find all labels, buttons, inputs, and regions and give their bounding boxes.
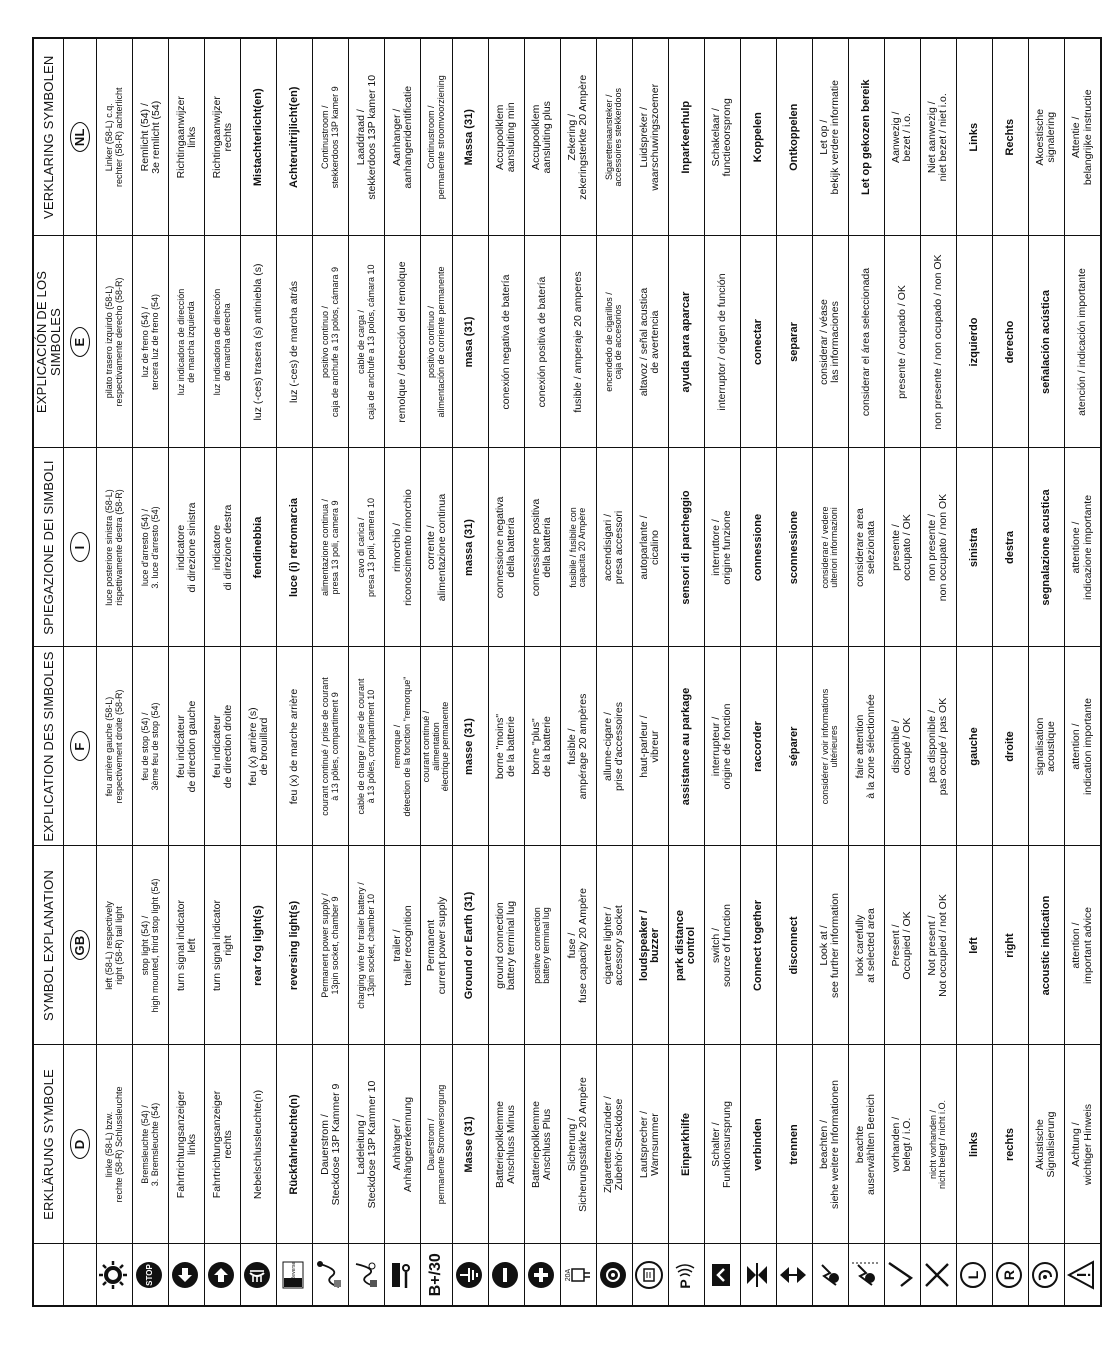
cell-gb: charging wire for trailer battery / 13pin socket, chamber 10 [349, 846, 385, 1045]
cell-it: luce (i) retromarcia [277, 448, 313, 647]
cell-es: masa (31) [452, 236, 488, 448]
svg-text:R: R [1000, 1269, 1017, 1280]
cell-fr: remorque / détection de la fonction "remorque" [385, 647, 421, 846]
look-at-icon [814, 1258, 844, 1292]
cell-gb: right [992, 846, 1028, 1045]
b30-symbol: B+/30 [427, 1253, 445, 1297]
cell-fr: disponible / occupé / OK [884, 647, 920, 846]
symbol-cell [349, 1244, 385, 1306]
symbol-cell [884, 1244, 920, 1306]
header-row [33, 38, 64, 1306]
symbol-cell [740, 1244, 776, 1306]
cell-gb: loudspeaker / buzzer [632, 846, 668, 1045]
cell-gb: look carefully at selected area [848, 846, 884, 1045]
cell-gb: switch / source of function [704, 846, 740, 1045]
cell-fr: haut-parleur / vibreur [632, 647, 668, 846]
cell-nl: Luidspreker / waarschuwingszoemer [632, 38, 668, 236]
cell-nl: Let op gekozen bereik [848, 38, 884, 236]
symbol-cell [560, 1244, 596, 1306]
cell-fr: interrupteur / origine de fonction [704, 647, 740, 846]
cell-es: señalación acústica [1028, 236, 1064, 448]
cell-de: trennen [776, 1045, 812, 1244]
reverse-light-icon [278, 1258, 308, 1292]
cell-de: Lautsprecher / Warnsummer [632, 1045, 668, 1244]
cell-nl: Accupoolklem aansluiting min [488, 38, 524, 236]
cell-es: separar [776, 236, 812, 448]
cell-nl: Linker (58-L) c.q. rechter (58-R) achterlicht [97, 38, 133, 236]
cell-gb: trailer / trailer recognition [385, 846, 421, 1045]
cell-nl: Mistachterlicht(en) [241, 38, 277, 236]
cell-nl: Links [956, 38, 992, 236]
symbol-cell [488, 1244, 524, 1306]
cell-fr: pas disponible / pas occupé / pas OK [920, 647, 956, 846]
cell-nl: Laaddraad / stekkerdoos 13P kamer 10 [349, 38, 385, 236]
cell-gb: disconnect [776, 846, 812, 1045]
header-es: EXPLICACIÓN DE LOS SIMBOLES [33, 236, 64, 448]
cell-gb: cigarette lighter / accessory socket [596, 846, 632, 1045]
buzzer-icon [634, 1258, 664, 1292]
country-code-gb: GB [70, 931, 90, 961]
cell-gb: rear fog light(s) [241, 846, 277, 1045]
symbol-cell [241, 1244, 277, 1306]
country-code-nl: NL [70, 122, 90, 152]
cell-es: pilato trasero izquirdo (58-L) respectivamente derecho (58-R) [97, 236, 133, 448]
fog-light-icon [242, 1258, 272, 1292]
minus-icon [490, 1258, 520, 1292]
header-de: ERKLÄRUNG SYMBOLE [33, 1045, 64, 1244]
table-row [812, 38, 848, 1306]
table-row [1028, 38, 1064, 1306]
cell-es: positivo continuo / alimentación de corriente permanente [421, 236, 452, 448]
cell-nl: Let op / bekijk verdere informatie [812, 38, 848, 236]
table-row [992, 38, 1028, 1306]
cell-it: destra [992, 448, 1028, 647]
cell-de: Akustische Signalisierung [1028, 1045, 1064, 1244]
acoustic-icon [1030, 1258, 1060, 1292]
cell-gb: turn signal indicator right [205, 846, 241, 1045]
cell-es: derecho [992, 236, 1028, 448]
symbol-cell [97, 1244, 133, 1306]
cell-nl: Continustroom / stekkerdoos 13P kamer 9 [313, 38, 349, 236]
table-row [97, 38, 133, 1306]
country-code-de: D [70, 1130, 90, 1160]
cell-nl: Remlicht (54) / 3e remlicht (54) [133, 38, 169, 236]
cell-fr: attention / indication importante [1065, 647, 1102, 846]
cell-it: indicatore di direzione sinistra [169, 448, 205, 647]
cell-fr: feu de stop (54) / 3ème feu de stop (54) [133, 647, 169, 846]
symbol-cell [704, 1244, 740, 1306]
cell-gb: stop light (54) / high mounted, third stop light (54) [133, 846, 169, 1045]
cell-es: positivo continuo / caja de anchufe a 13 polos, cámara 9 [313, 236, 349, 448]
cell-de: verbinden [740, 1045, 776, 1244]
code-blank [64, 1244, 97, 1306]
cell-it: corrente / alimentazione continua [421, 448, 452, 647]
cell-gb: left [956, 846, 992, 1045]
cell-de: Batteriepolklemme Anschluss Plus [524, 1045, 560, 1244]
header-nl: VERKLARING SYMBOLEN [33, 38, 64, 236]
symbol-cell [812, 1244, 848, 1306]
cell-nl: Aanwezig / bezet / i.o. [884, 38, 920, 236]
cell-fr: droite [992, 647, 1028, 846]
cell-nl: Attentie / belangrijke instructie [1065, 38, 1102, 236]
cell-it: interruttore / origine funzione [704, 448, 740, 647]
trailer-icon [386, 1258, 416, 1292]
cell-es: considerar el área seleccionada [848, 236, 884, 448]
cell-fr: considérer / voir informations ultérieures [812, 647, 848, 846]
table-row [956, 38, 992, 1306]
cell-fr: borne "moins" de la batterie [488, 647, 524, 846]
cell-fr: raccorder [740, 647, 776, 846]
cell-fr: allume-cigare / prise d'accessoires [596, 647, 632, 846]
turn-left-icon [170, 1258, 200, 1292]
cell-de: Rückfahrleuchte(n) [277, 1045, 313, 1244]
cross-icon [922, 1258, 952, 1292]
cell-es: presente / ocupado / OK [884, 236, 920, 448]
table-row [241, 38, 277, 1306]
symbol-cell [1028, 1244, 1064, 1306]
cell-de: rechts [992, 1045, 1028, 1244]
cell-gb: Permanent power supply / 13pin socket, chamber 9 [313, 846, 349, 1045]
cell-es: altavoz / señal acustica de avertencia [632, 236, 668, 448]
cell-fr: courant continué / prise de courant à 13 pôles, compartiment 9 [313, 647, 349, 846]
cell-de: Nebelschlussleuchte(n) [241, 1045, 277, 1244]
symbol-cell [421, 1244, 452, 1306]
table-row [524, 38, 560, 1306]
cell-es: conectar [740, 236, 776, 448]
symbol-table [32, 37, 1102, 1307]
cell-gb: ground connection battery terminal lug [488, 846, 524, 1045]
cell-it: sinistra [956, 448, 992, 647]
disconnect-icon [778, 1258, 808, 1292]
cell-es: considerar / véase las informaciones [812, 236, 848, 448]
cell-es: non presente / non ocupado / non OK [920, 236, 956, 448]
cell-gb: Ground or Earth (31) [452, 846, 488, 1045]
cell-fr: assistance au parkage [668, 647, 704, 846]
cell-it: sensori di parcheggio [668, 448, 704, 647]
table-row [169, 38, 205, 1306]
table-row [848, 38, 884, 1306]
charging-wire-icon [350, 1258, 380, 1292]
cell-it: sconnessione [776, 448, 812, 647]
country-code-i: I [70, 533, 90, 563]
cell-fr: feu (x) arrière (s) de brouillard [241, 647, 277, 846]
cell-fr: masse (31) [452, 647, 488, 846]
cell-de: vorhanden / belegt / i.O. [884, 1045, 920, 1244]
cell-it: luce posteriore sinistra (58-L) rispettivamente destra (58-R) [97, 448, 133, 647]
cell-de: Masse (31) [452, 1045, 488, 1244]
cell-es: encendedo de cigarillos / caja de accesorios [596, 236, 632, 448]
table-row [776, 38, 812, 1306]
header-blank [33, 1244, 64, 1306]
cell-es: conexión positiva de batería [524, 236, 560, 448]
right-r-icon [994, 1258, 1024, 1292]
cell-fr: feu indicateur de direction droite [205, 647, 241, 846]
symbol-cell [668, 1244, 704, 1306]
cell-nl: Akoestische signalering [1028, 38, 1064, 236]
cell-de: Fahrtrichtungsanzeiger links [169, 1045, 205, 1244]
cell-fr: borne "plus" de la batterie [524, 647, 560, 846]
symbol-cell [1065, 1244, 1102, 1306]
cell-it: fusibile / fusibile con capacita 20 Ampère [560, 448, 596, 647]
cell-de: nicht vorhanden / nicht belegt / nicht i.O. [920, 1045, 956, 1244]
cell-fr: feu indicateur de direction gauche [169, 647, 205, 846]
cell-es: remolque / detección del remolque [385, 236, 421, 448]
cell-gb: attention / important advice [1065, 846, 1102, 1045]
cell-nl: Massa (31) [452, 38, 488, 236]
cell-nl: Rechts [992, 38, 1028, 236]
cell-fr: fusible / ampérage 20 ampères [560, 647, 596, 846]
turn-right-icon [206, 1258, 236, 1292]
svg-text:L: L [964, 1270, 981, 1280]
cell-es: ayuda para aparcar [668, 236, 704, 448]
cell-es: luz (-ces) de marcha atrás [277, 236, 313, 448]
check-icon [886, 1258, 916, 1292]
symbol-cell [632, 1244, 668, 1306]
cell-nl: Zekering / zekeringsterkte 20 Ampère [560, 38, 596, 236]
symbol-cell [313, 1244, 349, 1306]
cell-gb: turn signal indicator left [169, 846, 205, 1045]
cell-it: accendisigari / presa accessori [596, 448, 632, 647]
cell-es: izquierdo [956, 236, 992, 448]
cell-it: presente / occupato / OK [884, 448, 920, 647]
cell-gb: Present / Occupied / OK [884, 846, 920, 1045]
symbol-cell [920, 1244, 956, 1306]
cell-gb: park distance control [668, 846, 704, 1045]
cell-de: Bremsleuchte (54) / 3. Bremsleuchte (54) [133, 1045, 169, 1244]
table-row [488, 38, 524, 1306]
cell-de: Schalter / Funktionsursprung [704, 1045, 740, 1244]
cell-nl: Schakelaar / functieoorsprong [704, 38, 740, 236]
plus-icon [526, 1258, 556, 1292]
symbol-cell [524, 1244, 560, 1306]
symbol-cell [596, 1244, 632, 1306]
table-row [884, 38, 920, 1306]
table-row [421, 38, 452, 1306]
cell-de: Anhänger / Anhängererkennung [385, 1045, 421, 1244]
cell-nl: Richtingaanwijzer rechts [205, 38, 241, 236]
cell-it: segnalazione acustica [1028, 448, 1064, 647]
symbol-cell [205, 1244, 241, 1306]
permanent-power-icon [314, 1258, 344, 1292]
table-row [133, 38, 169, 1306]
table-row [704, 38, 740, 1306]
cell-gb: left (58-L) respectively right (58-R) tail light [97, 846, 133, 1045]
cell-it: fendinebbia [241, 448, 277, 647]
cell-es: interruptor / origen de función [704, 236, 740, 448]
cell-it: luce d'arresto (54) / 3. luce d'arresto (54) [133, 448, 169, 647]
symbol-cell [992, 1244, 1028, 1306]
svg-text:P: P [676, 1279, 693, 1289]
cell-es: luz indicadora de dirección de marcha derecha [205, 236, 241, 448]
cell-de: linke (58-L) bzw. rechte (58-R) Schlussleuchte [97, 1045, 133, 1244]
cell-de: Batteriepolklemme Anschluss Minus [488, 1045, 524, 1244]
cell-gb: acoustic indication [1028, 846, 1064, 1045]
country-code-e: E [70, 327, 90, 357]
park-assist-icon [670, 1258, 700, 1292]
cell-it: connessione negativa della batteria [488, 448, 524, 647]
cell-es: luz (-ces) trasera (s) antiniebla (s) [241, 236, 277, 448]
cell-it: massa (31) [452, 448, 488, 647]
stop-light-icon [134, 1258, 164, 1292]
cell-gb: reversing light(s) [277, 846, 313, 1045]
symbol-cell [848, 1244, 884, 1306]
table-row [740, 38, 776, 1306]
cell-fr: faire attention à la zone sélectionnée [848, 647, 884, 846]
cell-fr: feu arrière gauche (58-L) respectivement droite (58-R) [97, 647, 133, 846]
cell-de: Dauerstrom / Steckdose 13P Kammer 9 [313, 1045, 349, 1244]
cell-fr: gauche [956, 647, 992, 846]
cell-de: Dauerstrom / permanente Stromversorgung [421, 1045, 452, 1244]
cell-es: fusible / amperaje 20 amperes [560, 236, 596, 448]
cell-de: beachten / siehe weitere Informationen [812, 1045, 848, 1244]
table-row [205, 38, 241, 1306]
connect-icon [742, 1258, 772, 1292]
symbol-cell [385, 1244, 421, 1306]
cell-nl: Aanhanger / aanhangeridentificatie [385, 38, 421, 236]
cell-fr: feu (x) de marche arrière [277, 647, 313, 846]
table-row [560, 38, 596, 1306]
cell-nl: Sigarettenaansteker / accessoires stekkerdoos [596, 38, 632, 236]
table-row [632, 38, 668, 1306]
cigarette-lighter-icon [598, 1258, 628, 1292]
cell-it: indicatore di direzione destra [205, 448, 241, 647]
cell-gb: Connect together [740, 846, 776, 1045]
cell-nl: Richtingaanwijzer links [169, 38, 205, 236]
cell-nl: Continustroom / permanente stroomvoorziening [421, 38, 452, 236]
cell-it: cavo di carica / presa 13 poli, camera 10 [349, 448, 385, 647]
symbol-cell [169, 1244, 205, 1306]
cell-de: Zigarettenanzünder / Zubehör-Steckdose [596, 1045, 632, 1244]
cell-de: Fahrtrichtungsanzeiger rechts [205, 1045, 241, 1244]
cell-it: non presente / non occupato / non OK [920, 448, 956, 647]
cell-es: luz indicadora de dirección de marcha izquierda [169, 236, 205, 448]
cell-nl: Achteruitrijlicht(en) [277, 38, 313, 236]
cell-gb: Not present / Not occupied / not OK [920, 846, 956, 1045]
table-row [668, 38, 704, 1306]
cell-nl: Ontkoppelen [776, 38, 812, 236]
switch-icon [706, 1258, 736, 1292]
table-row [313, 38, 349, 1306]
header-gb: SYMBOL EXPLANATION [33, 846, 64, 1045]
cell-nl: Koppelen [740, 38, 776, 236]
table-row [349, 38, 385, 1306]
cell-it: considerare / vedere ulteriori informazioni [812, 448, 848, 647]
ground-icon [454, 1258, 484, 1292]
cell-it: connessione positiva della batteria [524, 448, 560, 647]
country-code-f: F [70, 732, 90, 762]
cell-fr: courant continué / alimentation électrique permanente [421, 647, 452, 846]
cell-fr: signalisation acoustique [1028, 647, 1064, 846]
cell-gb: fuse / fuse capacity 20 Ampère [560, 846, 596, 1045]
cell-de: Achtung / wichtiger Hinweis [1065, 1045, 1102, 1244]
symbol-cell [133, 1244, 169, 1306]
fuse-icon [562, 1258, 592, 1292]
cell-fr: séparer [776, 647, 812, 846]
cell-de: beachte auserwählten Bereich [848, 1045, 884, 1244]
table-row [277, 38, 313, 1306]
cell-nl: Accupoolklem aansluiting plus [524, 38, 560, 236]
symbol-cell [776, 1244, 812, 1306]
cell-de: Ladeleitung / Steckdose 13P Kammer 10 [349, 1045, 385, 1244]
header-it: SPIEGAZIONE DEI SIMBOLI [33, 448, 64, 647]
table-row [1065, 38, 1102, 1306]
cell-de: Einparkhilfe [668, 1045, 704, 1244]
cell-es: atención / indicación importante [1065, 236, 1102, 448]
cell-gb: Look at / see further information [812, 846, 848, 1045]
cell-es: cable de carga / caja de anchufe a 13 polos, cámara 10 [349, 236, 385, 448]
cell-nl: Niet aanwezig / niet bezet / niet i.o. [920, 38, 956, 236]
cell-nl: Inparkeerhulp [668, 38, 704, 236]
svg-text:STOP: STOP [145, 1263, 155, 1286]
cell-it: rimorchio / riconoscimento rimorchio [385, 448, 421, 647]
cell-it: alimentazione continua / presa 13 poli, camera 9 [313, 448, 349, 647]
cell-es: conexión negativa de batería [488, 236, 524, 448]
cell-de: Sicherung / Sicherungsstärke 20 Ampère [560, 1045, 596, 1244]
svg-text:20A: 20A [564, 1268, 572, 1281]
cell-it: connessione [740, 448, 776, 647]
tail-light-icon [98, 1258, 128, 1292]
country-code-row [64, 38, 97, 1306]
warning-icon [1066, 1258, 1096, 1292]
left-l-icon [958, 1258, 988, 1292]
cell-de: links [956, 1045, 992, 1244]
table-row [596, 38, 632, 1306]
svg-text:Reverse: Reverse [291, 1261, 298, 1281]
symbol-cell [452, 1244, 488, 1306]
cell-es: luz de freno (54) / tercera luz de freno (54) [133, 236, 169, 448]
cell-it: autoparlante / cicalino [632, 448, 668, 647]
table-row [920, 38, 956, 1306]
table-row [452, 38, 488, 1306]
cell-gb: positive connection battery terminal lug [524, 846, 560, 1045]
header-fr: EXPLICATION DES SIMBOLES [33, 647, 64, 846]
table-row [385, 38, 421, 1306]
cell-gb: Permanent current power supply [421, 846, 452, 1045]
cell-fr: cable de charge / prise de courant à 13 pôles, compartiment 10 [349, 647, 385, 846]
selected-area-icon [850, 1258, 880, 1292]
symbol-cell [277, 1244, 313, 1306]
cell-it: attentione / indicazione importante [1065, 448, 1102, 647]
cell-it: considerare area selezionata [848, 448, 884, 647]
symbol-cell [956, 1244, 992, 1306]
